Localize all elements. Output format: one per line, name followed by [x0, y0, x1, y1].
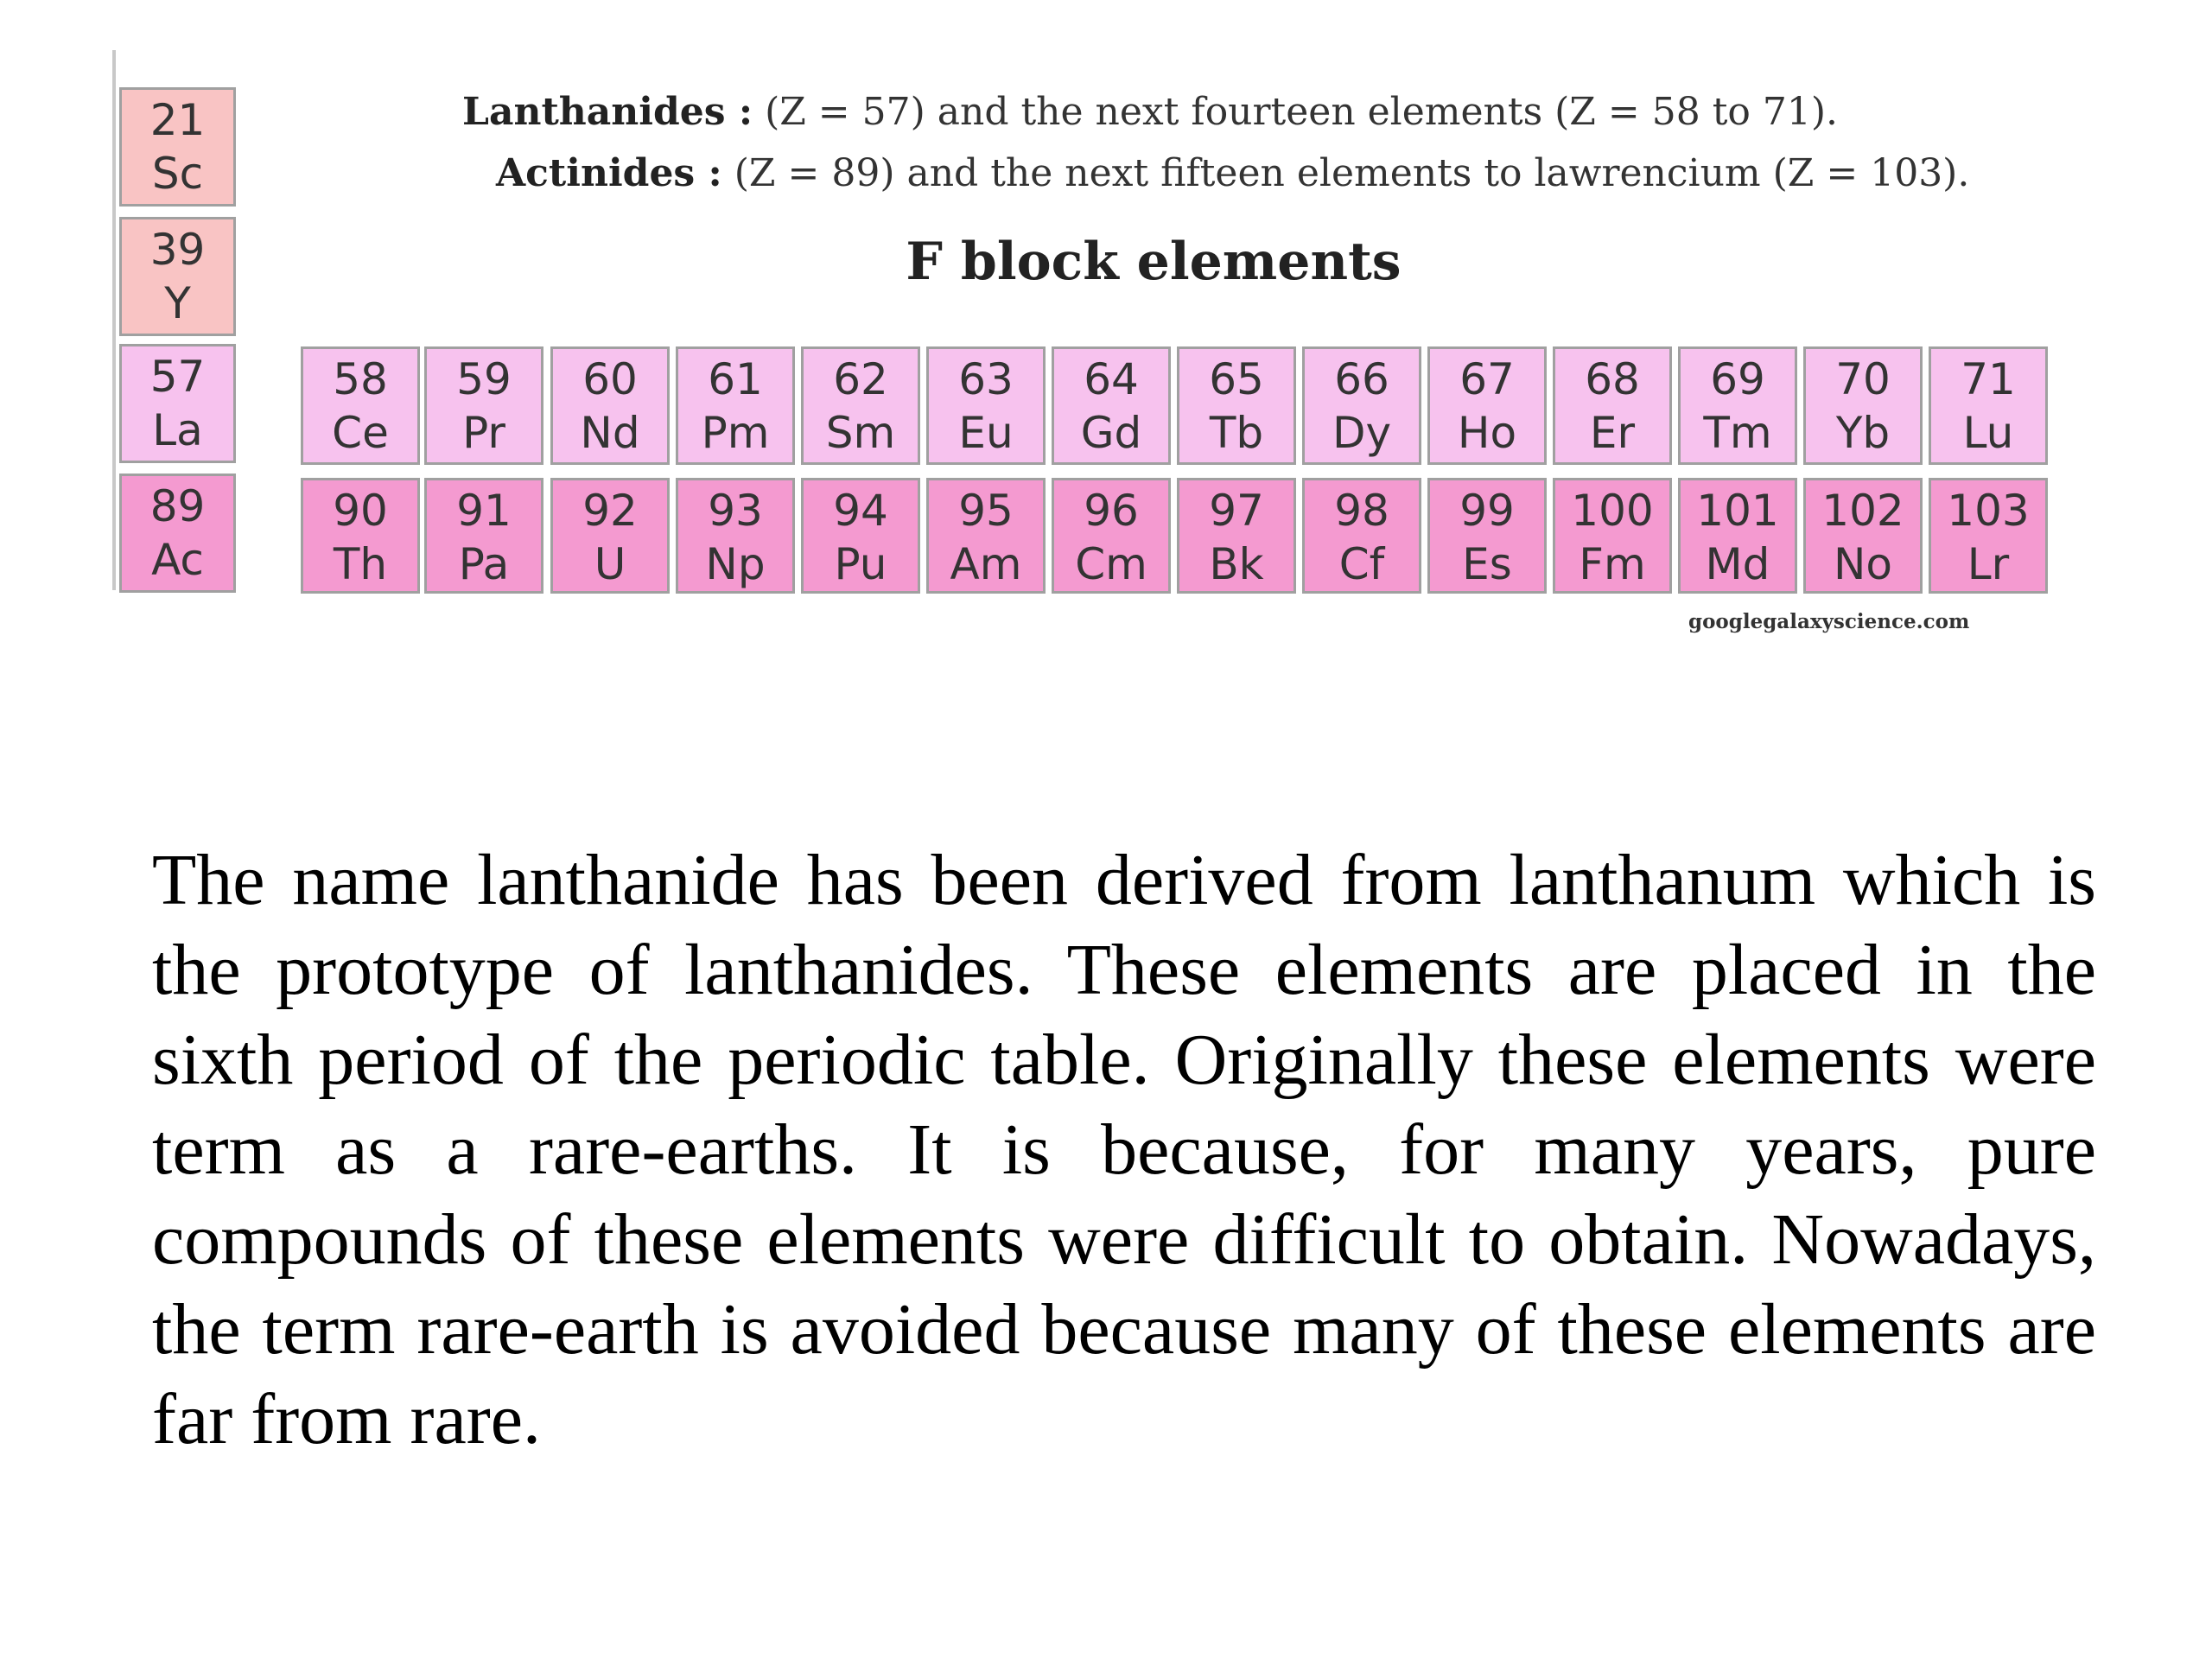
- element-symbol: Cf: [1338, 539, 1385, 589]
- element-cell-bk: [1177, 478, 1296, 594]
- actinides-text: (Z = 89) and the next fifteen elements to lawrencium (Z = 103).: [734, 151, 1970, 195]
- element-number: 68: [1585, 354, 1640, 404]
- element-cell-er: [1553, 346, 1672, 465]
- element-cell-sm: [801, 346, 920, 465]
- element-symbol: Lu: [1962, 408, 2014, 458]
- element-number: 71: [1961, 354, 2016, 404]
- element-symbol: Bk: [1209, 539, 1264, 589]
- element-number: 58: [333, 354, 388, 404]
- source-credit: googlegalaxyscience.com: [1688, 610, 1970, 633]
- element-cell-nd: [550, 346, 670, 465]
- element-cell-no: [1803, 478, 1923, 594]
- element-cell-y: [119, 217, 236, 336]
- block-title: F block elements: [906, 232, 1402, 292]
- body-paragraph: The name lanthanide has been derived from lanthanum which is the prototype of lanthanides. These elements are placed in the sixth period of the periodic table. Originally these elements were term as a rare-earths. It is because, for many years, pure compounds of these elements were difficult to obtain. Nowadays, the term rare-earth is avoided because many of these elements are far from rare.: [152, 840, 2096, 1459]
- element-symbol: Tm: [1703, 408, 1772, 458]
- element-cell-pr: [424, 346, 543, 465]
- element-cell-cm: [1052, 478, 1171, 594]
- element-number: 92: [582, 486, 638, 536]
- element-cell-tb: [1177, 346, 1296, 465]
- actinides-definition: [496, 151, 1969, 195]
- element-number: 61: [708, 354, 763, 404]
- element-cell-pm: [676, 346, 795, 465]
- element-number: 21: [149, 95, 206, 145]
- element-cell-lu: [1929, 346, 2048, 465]
- element-number: 39: [149, 225, 206, 275]
- element-number: 100: [1571, 486, 1654, 536]
- element-symbol: Er: [1589, 408, 1636, 458]
- element-number: 102: [1821, 486, 1904, 536]
- element-number: 101: [1696, 486, 1779, 536]
- element-cell-sc: [119, 87, 236, 207]
- element-number: 103: [1947, 486, 2030, 536]
- element-cell-am: [926, 478, 1046, 594]
- divider-line: [112, 50, 116, 590]
- element-symbol: Nd: [580, 408, 640, 458]
- element-number: 60: [582, 354, 638, 404]
- element-cell-es: [1427, 478, 1547, 594]
- lanthanides-definition: [462, 90, 1838, 134]
- element-cell-u: [550, 478, 670, 594]
- element-cell-fm: [1553, 478, 1672, 594]
- element-symbol: Ac: [151, 535, 204, 585]
- element-number: 63: [958, 354, 1014, 404]
- element-cell-cf: [1302, 478, 1421, 594]
- element-symbol: Pu: [834, 539, 887, 589]
- element-symbol: Pm: [701, 408, 770, 458]
- element-cell-ho: [1427, 346, 1547, 465]
- element-number: 96: [1084, 486, 1139, 536]
- element-symbol: U: [594, 539, 626, 589]
- lanthanides-label: Lanthanides :: [462, 90, 753, 134]
- element-cell-pa: [424, 478, 543, 594]
- element-symbol: Lr: [1967, 539, 2010, 589]
- element-number: 90: [333, 486, 388, 536]
- element-symbol: Sc: [151, 149, 204, 199]
- element-symbol: Np: [705, 539, 766, 589]
- element-cell-lr: [1929, 478, 2048, 594]
- element-number: 99: [1459, 486, 1515, 536]
- element-symbol: Tb: [1209, 408, 1264, 458]
- element-symbol: Am: [950, 539, 1022, 589]
- element-cell-eu: [926, 346, 1046, 465]
- element-symbol: Gd: [1080, 408, 1142, 458]
- element-cell-yb: [1803, 346, 1923, 465]
- element-number: 70: [1835, 354, 1891, 404]
- element-symbol: Sm: [825, 408, 896, 458]
- lanthanides-text: (Z = 57) and the next fourteen elements (Z = 58 to 71).: [765, 90, 1838, 134]
- element-symbol: Ho: [1457, 408, 1517, 458]
- element-number: 57: [149, 352, 206, 402]
- element-symbol: La: [152, 405, 203, 455]
- element-symbol: Es: [1462, 539, 1512, 589]
- element-cell-pu: [801, 478, 920, 594]
- element-number: 65: [1209, 354, 1264, 404]
- element-symbol: Y: [164, 278, 191, 328]
- element-symbol: Cm: [1075, 539, 1147, 589]
- element-number: 59: [456, 354, 512, 404]
- element-cell-la: [119, 344, 236, 463]
- actinides-label: Actinides :: [496, 151, 722, 195]
- element-cell-gd: [1052, 346, 1171, 465]
- element-symbol: Yb: [1835, 408, 1891, 458]
- element-symbol: Dy: [1332, 408, 1392, 458]
- element-symbol: No: [1834, 539, 1892, 589]
- element-cell-dy: [1302, 346, 1421, 465]
- element-number: 62: [833, 354, 888, 404]
- element-symbol: Eu: [958, 408, 1014, 458]
- element-number: 91: [456, 486, 512, 536]
- element-symbol: Fm: [1579, 539, 1646, 589]
- element-cell-th: [301, 478, 420, 594]
- element-symbol: Pr: [462, 408, 505, 458]
- element-symbol: Pa: [458, 539, 510, 589]
- element-number: 69: [1710, 354, 1765, 404]
- element-symbol: Th: [333, 539, 388, 589]
- element-number: 93: [708, 486, 763, 536]
- element-symbol: Ce: [332, 408, 389, 458]
- element-number: 98: [1334, 486, 1389, 536]
- element-symbol: Md: [1705, 539, 1770, 589]
- element-cell-ac: [119, 474, 236, 593]
- element-number: 94: [833, 486, 888, 536]
- element-number: 66: [1334, 354, 1389, 404]
- element-cell-ce: [301, 346, 420, 465]
- element-cell-md: [1678, 478, 1797, 594]
- element-number: 89: [149, 481, 206, 531]
- element-number: 67: [1459, 354, 1515, 404]
- element-number: 64: [1084, 354, 1139, 404]
- element-cell-tm: [1678, 346, 1797, 465]
- element-number: 95: [958, 486, 1014, 536]
- element-number: 97: [1209, 486, 1264, 536]
- element-cell-np: [676, 478, 795, 594]
